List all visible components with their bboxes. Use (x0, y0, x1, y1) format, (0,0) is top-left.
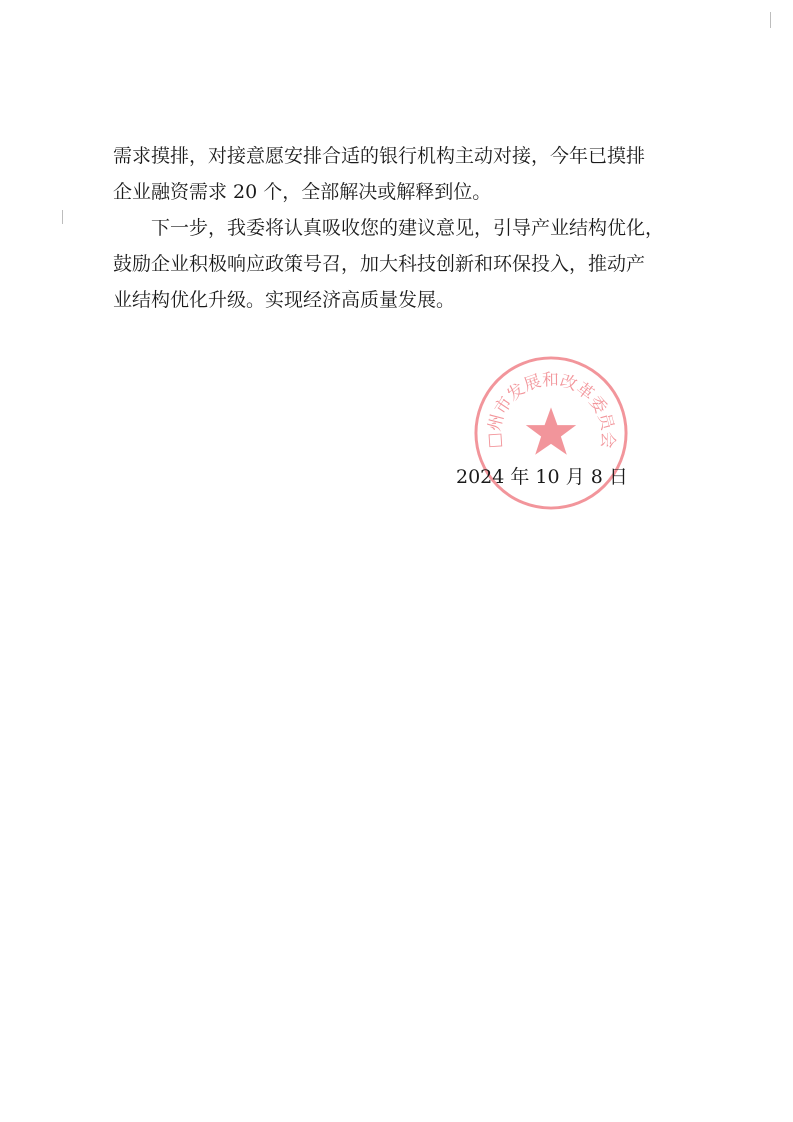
seal-star-icon (526, 407, 576, 454)
text-line: 鼓励企业积极响应政策号召，加大科技创新和环保投入，推动产 (113, 253, 646, 275)
text-line: 下一步，我委将认真吸收您的建议意见，引导产业结构优化， (151, 217, 665, 239)
seal-text (483, 369, 618, 449)
paragraph-financing (113, 138, 693, 210)
text-line: 业结构优化升级。实现经济高质量发展。 (113, 289, 456, 311)
text-line: 需求摸排，对接意愿安排合适的银行机构主动对接，今年已摸排 (113, 145, 646, 167)
paragraph-next-steps (113, 210, 693, 318)
seal-text-path: □州市发展和改革委员会 (483, 369, 619, 449)
document-body (113, 138, 693, 318)
scan-edge-mark (62, 210, 63, 224)
document-date: 2024 年 10 月 8 日 (456, 466, 628, 488)
text-line: 企业融资需求 20 个，全部解决或解释到位。 (113, 181, 492, 203)
scan-edge-mark (770, 12, 771, 28)
